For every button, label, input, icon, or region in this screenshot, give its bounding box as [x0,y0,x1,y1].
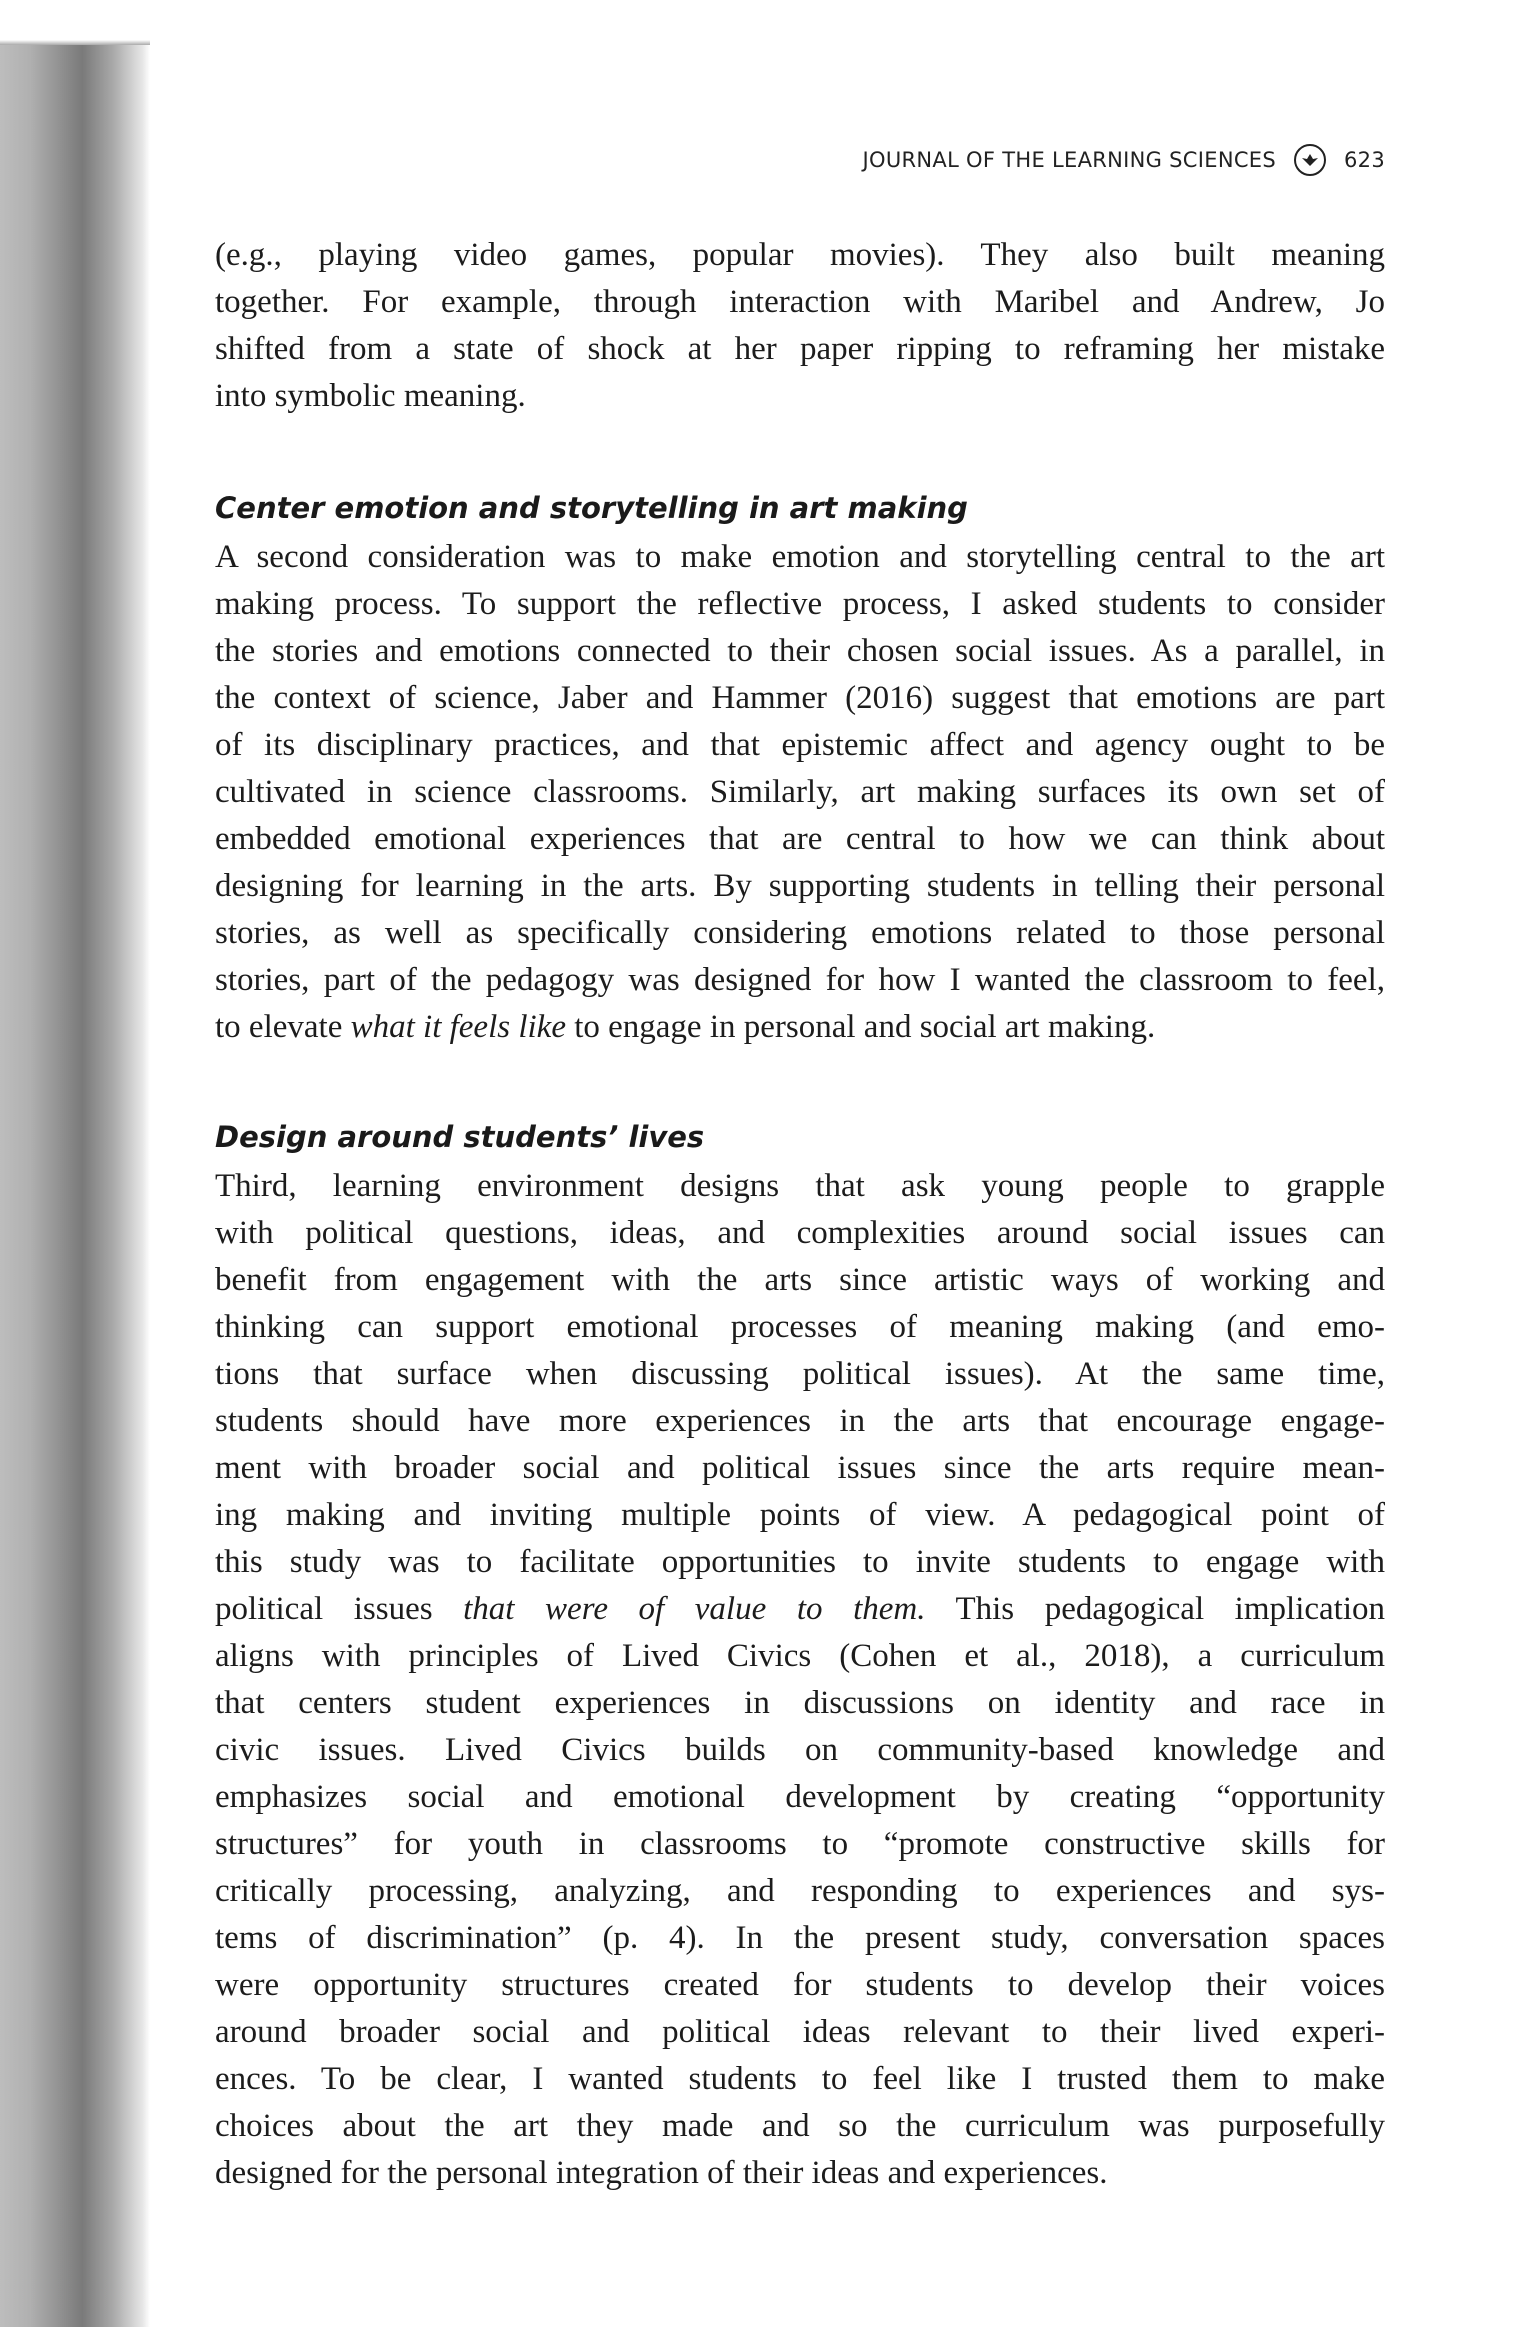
text-line [215,1962,1385,2009]
text-line [215,1492,1385,1539]
text-segment: of its disciplinary practices, and that epistemic affect and agency ought to be [215,727,1385,763]
text-line [215,1774,1385,1821]
text-line [215,2150,1385,2197]
paragraph-2 [215,534,1385,1051]
text-segment: benefit from engagement with the arts since artistic ways of working and [215,1262,1385,1298]
text-segment: that centers student experiences in discussions on identity and race in [215,1685,1385,1721]
text-line [215,1727,1385,1774]
text-segment: tems of discrimination” (p. 4). In the present study, conversation spaces [215,1920,1385,1956]
text-segment: critically processing, analyzing, and responding to experiences and sys- [215,1873,1385,1909]
text-line [215,675,1385,722]
text-line [215,957,1385,1004]
italic-text: what it feels like [350,1009,566,1045]
text-segment: cultivated in science classrooms. Similarly, art making surfaces its own set of [215,774,1385,810]
text-line [215,326,1385,373]
text-line [215,1257,1385,1304]
text-segment: aligns with principles of Lived Civics (Cohen et al., 2018), a curriculum [215,1638,1385,1674]
text-line [215,1445,1385,1492]
text-line [215,769,1385,816]
paragraph-1 [215,232,1385,420]
text-line [215,1398,1385,1445]
text-segment: the context of science, Jaber and Hammer (2016) suggest that emotions are part [215,680,1385,716]
text-segment: into symbolic meaning. [215,378,526,414]
text-line [215,722,1385,769]
text-line [215,1210,1385,1257]
text-segment: designing for learning in the arts. By supporting students in telling their personal [215,868,1385,904]
text-line [215,1915,1385,1962]
text-line [215,1868,1385,1915]
text-segment: the stories and emotions connected to their chosen social issues. As a parallel, in [215,633,1385,669]
text-line [215,279,1385,326]
paragraph-3 [215,1163,1385,2197]
text-line [215,373,1385,420]
text-segment: ment with broader social and political issues since the arts require mean- [215,1450,1385,1486]
text-segment: civic issues. Lived Civics builds on community-based knowledge and [215,1732,1385,1768]
text-segment: stories, part of the pedagogy was designed for how I wanted the classroom to feel, [215,962,1385,998]
text-segment: together. For example, through interaction with Maribel and Andrew, Jo [215,284,1385,320]
text-segment: with political questions, ideas, and complexities around social issues can [215,1215,1385,1251]
text-line [215,863,1385,910]
text-segment: choices about the art they made and so the curriculum was purposefully [215,2108,1385,2144]
text-segment: this study was to facilitate opportunities to invite students to engage with [215,1544,1385,1580]
text-segment: emphasizes social and emotional development by creating “opportunity [215,1779,1385,1815]
text-line [215,2056,1385,2103]
text-segment: Third, learning environment designs that ask young people to grapple [215,1168,1385,1204]
text-segment: to elevate [215,1009,351,1045]
text-line [215,1586,1385,1633]
text-segment: shifted from a state of shock at her paper ripping to reframing her mistake [215,331,1385,367]
text-line [215,1163,1385,1210]
text-segment: thinking can support emotional processes of meaning making (and emo- [215,1309,1385,1345]
text-line [215,581,1385,628]
text-line [215,1680,1385,1727]
text-segment: students should have more experiences in the arts that encourage engage- [215,1403,1385,1439]
text-line [215,1633,1385,1680]
text-line [215,1821,1385,1868]
text-segment: were opportunity structures created for students to develop their voices [215,1967,1385,2003]
section-heading-students-lives: Design around students’ lives [215,1120,705,1154]
text-line [215,1304,1385,1351]
text-line [215,1351,1385,1398]
running-header [760,140,1385,180]
text-line [215,910,1385,957]
text-segment: making process. To support the reflective process, I asked students to consider [215,586,1385,622]
text-segment: A second consideration was to make emotion and storytelling central to the art [215,539,1385,575]
text-segment: embedded emotional experiences that are central to how we can think about [215,821,1385,857]
text-line [215,534,1385,581]
text-segment: This pedagogical implication [925,1591,1385,1627]
section-heading-emotion: Center emotion and storytelling in art making [215,491,968,525]
text-segment: around broader social and political ideas relevant to their lived experi- [215,2014,1385,2050]
text-segment: stories, as well as specifically considering emotions related to those personal [215,915,1385,951]
text-segment: designed for the personal integration of their ideas and experiences. [215,2155,1108,2191]
text-line [215,1539,1385,1586]
text-line [215,1004,1385,1051]
text-line [215,628,1385,675]
text-segment: (e.g., playing video games, popular movies). They also built meaning [215,237,1385,273]
text-segment: structures” for youth in classrooms to “promote constructive skills for [215,1826,1385,1862]
text-line [215,2009,1385,2056]
journal-title: JOURNAL OF THE LEARNING SCIENCES [862,148,1277,172]
text-segment: to engage in personal and social art making. [565,1009,1156,1045]
book-spine-shadow [0,45,150,2327]
text-line [215,232,1385,279]
publisher-logo-icon [1294,144,1326,176]
text-segment: political issues [215,1591,464,1627]
italic-text: that were of value to them. [463,1591,926,1627]
text-segment: ences. To be clear, I wanted students to feel like I trusted them to make [215,2061,1385,2097]
text-line [215,2103,1385,2150]
text-segment: tions that surface when discussing political issues). At the same time, [215,1356,1385,1392]
text-segment: ing making and inviting multiple points of view. A pedagogical point of [215,1497,1385,1533]
text-line [215,816,1385,863]
page-number: 623 [1344,148,1385,172]
